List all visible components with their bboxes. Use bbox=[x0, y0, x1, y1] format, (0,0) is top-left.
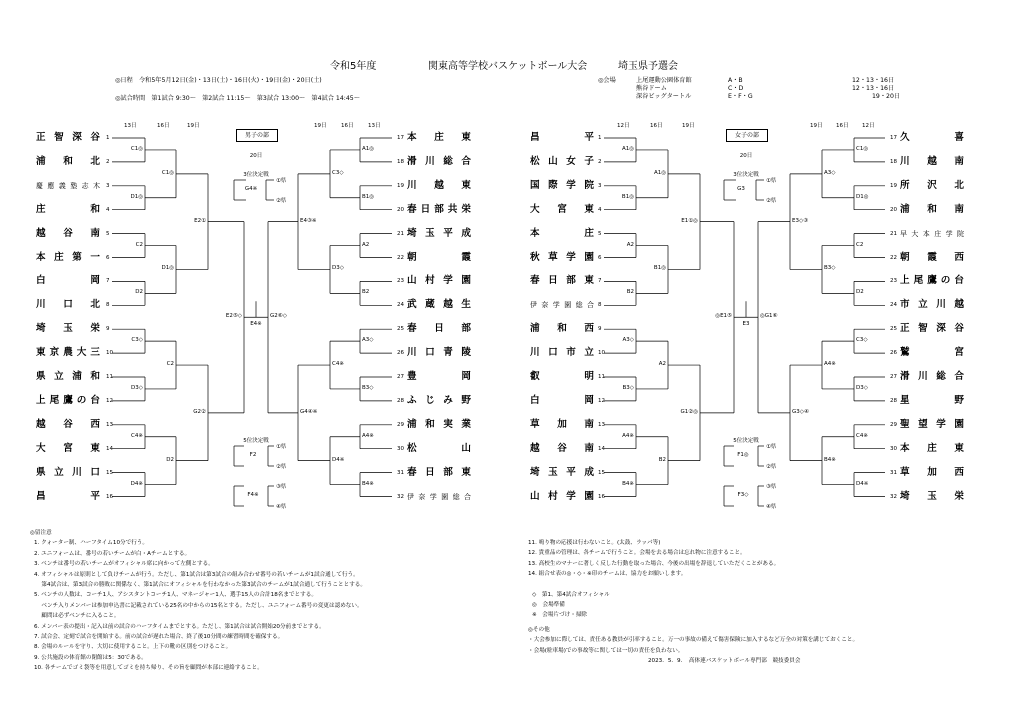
match-label: B4※ bbox=[824, 456, 836, 463]
team-name-right: 市立川越 bbox=[900, 299, 964, 311]
seed-number: 24 bbox=[397, 302, 404, 309]
seed-number: 15 bbox=[598, 469, 605, 476]
match-label: C1◎ bbox=[161, 169, 174, 176]
day-header: 16日 bbox=[157, 123, 170, 129]
match-label: A4※ bbox=[362, 432, 374, 439]
venue-name: 熊谷ドーム bbox=[636, 85, 667, 92]
match-label: G3◇④ bbox=[792, 408, 809, 415]
match-label: B2 bbox=[658, 456, 666, 463]
day-header: 13日 bbox=[368, 123, 381, 129]
seed-number: 32 bbox=[890, 493, 897, 500]
place-label: ④県 bbox=[276, 504, 287, 510]
place-label: ①県 bbox=[766, 178, 777, 184]
team-name-right: 滑川総合 bbox=[407, 155, 471, 167]
seed-number: 12 bbox=[106, 397, 113, 404]
team-name-left: 秋草学園 bbox=[530, 251, 594, 263]
match-label: B2 bbox=[362, 289, 370, 296]
seed-number: 1 bbox=[598, 135, 602, 141]
seed-number: 17 bbox=[397, 135, 404, 141]
seed-number: 13 bbox=[106, 421, 113, 428]
seed-number: 24 bbox=[890, 302, 897, 309]
team-name-right: 川越南 bbox=[900, 155, 964, 167]
team-name-left: 伊奈学園総合 bbox=[530, 301, 594, 310]
seed-number: 7 bbox=[598, 278, 602, 285]
venue-days: 12・13・16日 bbox=[852, 77, 895, 84]
team-name-right: 伊奈学園総合 bbox=[407, 492, 471, 501]
semi-label: G2⑥◇ bbox=[270, 313, 287, 320]
match-label: B4※ bbox=[622, 480, 634, 487]
seed-number: 27 bbox=[890, 374, 897, 380]
seed-number: 29 bbox=[397, 421, 404, 428]
seed-number: 16 bbox=[106, 493, 113, 500]
match-label: C2 bbox=[135, 241, 143, 248]
semi-label: ◎E1⑤ bbox=[715, 313, 732, 320]
team-name-left: 川口北 bbox=[36, 299, 100, 311]
match-label: A1◎ bbox=[362, 145, 375, 152]
seed-number: 18 bbox=[890, 158, 897, 165]
match-label: B3◇ bbox=[824, 265, 836, 272]
note-item: 5. ベンチの人数は、コーチ1人、アシスタントコーチ1人、マネージャー1人、選手15人の合計18名までとする。 bbox=[34, 592, 317, 599]
match-label: D2 bbox=[166, 456, 174, 463]
match-label: A3◇ bbox=[362, 337, 374, 344]
notes-left bbox=[30, 528, 366, 674]
place-label: ②県 bbox=[766, 198, 777, 204]
venue-name: 上尾運動公園体育館 bbox=[636, 77, 692, 84]
seed-number: 10 bbox=[106, 350, 113, 357]
seed-number: 32 bbox=[397, 493, 404, 500]
match-label: C4※ bbox=[856, 432, 868, 439]
seed-number: 19 bbox=[890, 182, 897, 189]
year-title: 令和5年度 bbox=[330, 61, 377, 72]
venue-courts: C・D bbox=[728, 85, 744, 92]
note-item: 4. オフィシャルは原則として負けチームが行う。ただし、第1試合は第3試合の組み合わせ番号の若いチームが1試合通して行う。 bbox=[34, 571, 359, 578]
seed-number: 3 bbox=[598, 182, 602, 189]
other-title: ◎その他 bbox=[528, 626, 550, 633]
team-name-right: 武蔵越生 bbox=[407, 299, 471, 311]
team-name-right: 早大本庄学院 bbox=[900, 229, 964, 238]
seed-number: 23 bbox=[890, 278, 897, 285]
team-name-left: 山村学園 bbox=[530, 490, 594, 502]
team-name-right: 松山 bbox=[407, 442, 471, 454]
seed-number: 28 bbox=[397, 397, 404, 404]
seed-number: 15 bbox=[106, 469, 113, 476]
venue-label: ◎会場 bbox=[598, 77, 616, 84]
seed-number: 30 bbox=[890, 445, 897, 452]
final-day: 20日 bbox=[249, 153, 263, 159]
seed-number: 17 bbox=[890, 135, 897, 141]
team-name-right: 上尾鷹の台 bbox=[900, 275, 964, 287]
seed-number: 2 bbox=[106, 158, 110, 165]
team-name-left: 本庄 bbox=[530, 227, 594, 239]
note-item: ベンチ入りメンバーは参加申込書に記載されている25名の中からの15名とする。ただし、ユニフォーム番号の変更は認めない。 bbox=[34, 602, 363, 609]
note-item: 2. ユニフォームは、番号の若いチームが白・Aチームとする。 bbox=[34, 550, 191, 557]
other-note-item: ・会場(駐車場)での事故等に関しては一切の責任を負わない。 bbox=[528, 647, 684, 654]
team-name-left: 浦和西 bbox=[530, 323, 594, 335]
place-label: ①県 bbox=[276, 444, 287, 450]
seed-number: 31 bbox=[890, 469, 897, 476]
team-name-left: 春日部東 bbox=[530, 275, 594, 287]
team-name-right: 本庄東 bbox=[900, 442, 964, 454]
place-label: ②県 bbox=[276, 464, 287, 470]
team-name-right: 滑川総合 bbox=[900, 371, 964, 382]
match-label: D4※ bbox=[130, 480, 143, 487]
match-label: G1②◎ bbox=[680, 408, 698, 415]
match-label: A1◎ bbox=[621, 145, 634, 152]
team-name-left: 昌平 bbox=[36, 490, 100, 502]
seed-number: 6 bbox=[106, 254, 110, 261]
seed-number: 26 bbox=[890, 350, 897, 357]
team-name-right: 埼玉栄 bbox=[900, 490, 964, 502]
seed-number: 30 bbox=[397, 445, 404, 452]
match-label: A2 bbox=[658, 361, 666, 368]
seed-number: 21 bbox=[890, 230, 897, 237]
match-label: D3◇ bbox=[856, 384, 868, 391]
match-label: G2② bbox=[193, 408, 206, 415]
team-name-left: 越谷南 bbox=[530, 442, 594, 454]
seed-number: 13 bbox=[598, 421, 605, 428]
team-name-left: 県立川口 bbox=[36, 466, 100, 478]
day-header: 19日 bbox=[314, 123, 327, 129]
match-label: D1◎ bbox=[130, 193, 143, 200]
team-name-right: 正智深谷 bbox=[900, 323, 964, 335]
semi-label: ◎G1⑥ bbox=[760, 313, 778, 320]
seed-number: 14 bbox=[598, 445, 605, 452]
match-label: B3◇ bbox=[622, 384, 634, 391]
footer-credit: 2023．5．9． 高体連バスケットボール専門部 競技委員会 bbox=[648, 658, 801, 664]
final-day: 20日 bbox=[739, 153, 753, 159]
match-label: E2① bbox=[194, 217, 206, 224]
team-name-left: 昌平 bbox=[530, 132, 594, 143]
team-name-right: 所沢北 bbox=[900, 179, 964, 191]
note-item: 3. ベンチは番号の若いチームがオフィシャル席に向かって左側とする。 bbox=[34, 561, 214, 568]
tournament-title: 関東高等学校バスケットボール大会 bbox=[428, 61, 588, 72]
day-header: 12日 bbox=[862, 123, 875, 129]
match-label: E1①◎ bbox=[681, 217, 698, 224]
team-name-left: 川口市立 bbox=[530, 347, 594, 359]
team-name-right: 埼玉平成 bbox=[407, 227, 471, 239]
match-label: B1◎ bbox=[362, 193, 375, 200]
match-label: C1◎ bbox=[856, 145, 869, 152]
team-name-right: 朝霞 bbox=[407, 251, 471, 263]
team-name-right: 星野 bbox=[900, 394, 964, 406]
match-label: D1◎ bbox=[161, 265, 174, 272]
seed-number: 1 bbox=[106, 135, 110, 141]
match-label: C2 bbox=[166, 361, 174, 368]
seed-number: 11 bbox=[598, 374, 605, 380]
team-name-left: 大宮東 bbox=[36, 442, 100, 454]
note-item: 1. クォーター制、ハーフタイム10分で行う。 bbox=[34, 540, 148, 547]
match-label: A4※ bbox=[622, 432, 634, 439]
day-header: 19日 bbox=[682, 123, 695, 129]
match-label: A3◇ bbox=[824, 169, 836, 176]
team-name-left: 浦和北 bbox=[36, 155, 100, 167]
note-item: 顧問は必ずベンチに入ること。 bbox=[34, 613, 120, 620]
venue-days: 19・20日 bbox=[872, 93, 901, 100]
qualifier-title: 埼玉県予選会 bbox=[618, 61, 678, 72]
final-label: E3 bbox=[742, 321, 750, 328]
other-note-item: ・大会参加に際しては、責任ある教員が引率すること。万一の事故の備えて傷害保険に加入するなど万全の対策を講じておくこと。 bbox=[528, 637, 859, 644]
match-label: C3◇ bbox=[131, 337, 143, 344]
team-name-right: 川口青陵 bbox=[407, 347, 471, 359]
team-name-right: 山村学園 bbox=[407, 275, 471, 287]
third-place-label: 3位決定戦 bbox=[733, 172, 759, 178]
seed-number: 21 bbox=[397, 230, 404, 237]
team-name-left: 草加南 bbox=[530, 418, 594, 430]
seed-number: 25 bbox=[890, 326, 897, 333]
seed-number: 8 bbox=[598, 302, 602, 309]
team-name-left: 東京農大三 bbox=[36, 347, 100, 359]
place58-match: F3◇ bbox=[737, 492, 749, 498]
match-label: D3◇ bbox=[332, 265, 344, 272]
match-label: C4※ bbox=[332, 361, 344, 368]
seed-number: 25 bbox=[397, 326, 404, 333]
team-name-right: 浦和実業 bbox=[407, 418, 471, 430]
place-label: ③県 bbox=[276, 484, 287, 490]
team-name-left: 埼玉平成 bbox=[530, 466, 594, 478]
match-label: C3◇ bbox=[856, 337, 868, 344]
day-header: 13日 bbox=[124, 123, 137, 129]
seed-number: 22 bbox=[397, 254, 404, 261]
third-place-match: G4※ bbox=[244, 186, 258, 192]
seed-number: 27 bbox=[397, 374, 404, 380]
seed-number: 23 bbox=[397, 278, 404, 285]
match-label: A2 bbox=[626, 241, 634, 248]
seed-number: 10 bbox=[598, 350, 605, 357]
team-name-right: 朝霞西 bbox=[900, 251, 964, 263]
match-label: C3◇ bbox=[332, 169, 344, 176]
seed-number: 5 bbox=[598, 230, 602, 237]
team-name-left: 越谷西 bbox=[36, 418, 100, 430]
team-name-right: 草加西 bbox=[900, 466, 964, 478]
team-name-left: 越谷南 bbox=[36, 227, 100, 239]
team-name-right: 春日部共栄 bbox=[407, 203, 471, 215]
match-label: C4※ bbox=[131, 432, 143, 439]
note-item: 8. 会場のルールを守り、大切に使用すること。上下の靴の区別をつけること。 bbox=[34, 644, 232, 651]
day-header: 16日 bbox=[650, 123, 663, 129]
venue-days: 12・13・16日 bbox=[852, 85, 895, 92]
team-name-right: 本庄東 bbox=[407, 132, 471, 143]
note-item: 6. メンバー表の提出・記入は前の試合のハーフタイムまでとする。ただし、第1試合は試合開始20分前までとする。 bbox=[34, 623, 325, 630]
match-label: A3◇ bbox=[622, 337, 634, 344]
seed-number: 7 bbox=[106, 278, 110, 285]
seed-number: 9 bbox=[106, 326, 110, 333]
team-name-right: 聖望学園 bbox=[900, 418, 964, 430]
place58-title: 5位決定戦 bbox=[733, 438, 759, 444]
match-label: A1◎ bbox=[653, 169, 666, 176]
notes-right bbox=[528, 538, 858, 656]
team-name-left: 埼玉栄 bbox=[36, 323, 100, 335]
match-label: D3◇ bbox=[131, 384, 143, 391]
place58-match: F4※ bbox=[247, 492, 259, 498]
venue-courts: E・F・G bbox=[728, 93, 753, 100]
note-item: 13. 高校生のマナーに著しく反した行動を取った場合、今後の出場を辞退していただくことがある。 bbox=[528, 560, 780, 567]
seed-number: 11 bbox=[106, 374, 113, 380]
place-label: ②県 bbox=[276, 198, 287, 204]
team-name-left: 県立浦和 bbox=[36, 371, 100, 382]
seed-number: 4 bbox=[106, 206, 110, 213]
day-header: 16日 bbox=[341, 123, 354, 129]
day-header: 12日 bbox=[617, 123, 630, 129]
legend-item: ◇ 第1、第4試合オフィシャル bbox=[532, 591, 610, 598]
team-name-right: 春日部 bbox=[407, 323, 471, 335]
seed-number: 8 bbox=[106, 302, 110, 309]
team-name-left: 慶應義塾志木 bbox=[36, 181, 100, 190]
team-name-right: ふじみ野 bbox=[407, 394, 471, 406]
team-name-right: 鷲宮 bbox=[900, 347, 964, 359]
note-item: 14. 組合せ表の◎・◇・※印のチームは、協力をお願いします。 bbox=[528, 571, 687, 578]
match-label: D4※ bbox=[856, 480, 869, 487]
seed-number: 20 bbox=[397, 206, 404, 213]
match-label: E3◇③ bbox=[792, 217, 809, 224]
place-label: ①県 bbox=[766, 444, 777, 450]
seed-number: 6 bbox=[598, 254, 602, 261]
seed-number: 29 bbox=[890, 421, 897, 428]
seed-number: 9 bbox=[598, 326, 602, 333]
match-label: D4※ bbox=[332, 456, 345, 463]
seed-number: 5 bbox=[106, 230, 110, 237]
place58-match: F2 bbox=[249, 452, 257, 458]
seed-number: 26 bbox=[397, 350, 404, 357]
day-header: 19日 bbox=[187, 123, 200, 129]
day-header: 16日 bbox=[836, 123, 849, 129]
team-name-left: 大宮東 bbox=[530, 203, 594, 215]
seed-number: 14 bbox=[106, 445, 113, 452]
team-name-left: 正智深谷 bbox=[36, 132, 100, 143]
seed-number: 19 bbox=[397, 182, 404, 189]
match-label: C2 bbox=[856, 241, 864, 248]
venue-courts: A・B bbox=[728, 77, 743, 84]
team-name-right: 春日部東 bbox=[407, 466, 471, 478]
third-place-match: G3 bbox=[737, 186, 745, 192]
team-name-right: 浦和南 bbox=[900, 203, 964, 215]
note-item: 9. 公共施設の体育館の閉館は5：30である。 bbox=[34, 654, 147, 661]
team-name-right: 川越東 bbox=[407, 179, 471, 191]
team-name-left: 上尾鷹の台 bbox=[36, 394, 100, 406]
place-label: ②県 bbox=[766, 464, 777, 470]
schedule-times: ◎試合時間 第1試合 9:30〜 第2試合 11:15〜 第3試合 13:00〜 第4試合 14:45〜 bbox=[115, 95, 360, 102]
seed-number: 22 bbox=[890, 254, 897, 261]
seed-number: 31 bbox=[397, 469, 404, 476]
note-item: 第4試合は、第3試合の勝敗に関係なく、第1試合にオフィシャルを行わなかった第3試合のチームが1試合通して行うこととする。 bbox=[34, 582, 366, 589]
match-label: D2 bbox=[135, 289, 143, 296]
team-name-left: 白岡 bbox=[36, 275, 100, 287]
seed-number: 4 bbox=[598, 206, 602, 213]
place58-title: 5位決定戦 bbox=[243, 438, 269, 444]
final-label: E4※ bbox=[250, 321, 262, 328]
match-label: E4③※ bbox=[300, 217, 317, 224]
team-name-right: 久喜 bbox=[900, 132, 964, 143]
team-name-left: 庄和 bbox=[36, 203, 100, 215]
match-label: G4④※ bbox=[300, 408, 318, 415]
note-item: 12. 貴重品の管理は、各チームで行うこと。会場を去る場合は忘れ物に注意すること。 bbox=[528, 550, 746, 557]
match-label: B4※ bbox=[362, 480, 374, 487]
team-name-left: 本庄第一 bbox=[36, 251, 100, 263]
match-label: B3◇ bbox=[362, 384, 374, 391]
match-label: A4※ bbox=[824, 361, 836, 368]
seed-number: 16 bbox=[598, 493, 605, 500]
team-name-right: 豊岡 bbox=[407, 371, 471, 382]
place-label: ①県 bbox=[276, 178, 287, 184]
team-name-left: 叡明 bbox=[530, 371, 594, 382]
venue-name: 深谷ビッグタートル bbox=[636, 93, 692, 100]
place-label: ④県 bbox=[766, 504, 777, 510]
seed-number: 3 bbox=[106, 182, 110, 189]
division-title: 女子の部 bbox=[726, 129, 768, 142]
match-label: D2 bbox=[856, 289, 864, 296]
team-name-left: 白岡 bbox=[530, 394, 594, 406]
match-label: B1◎ bbox=[653, 265, 666, 272]
match-label: A2 bbox=[362, 241, 370, 248]
match-label: C1◎ bbox=[130, 145, 143, 152]
place-label: ③県 bbox=[766, 484, 777, 490]
semi-label: E2⑤◇ bbox=[225, 313, 242, 320]
division-title: 男子の部 bbox=[236, 129, 278, 142]
seed-number: 2 bbox=[598, 158, 602, 165]
day-header: 19日 bbox=[810, 123, 823, 129]
seed-number: 12 bbox=[598, 397, 605, 404]
third-place-label: 3位決定戦 bbox=[243, 172, 269, 178]
schedule-dates: ◎日程 令和5年5月12日(金)・13日(土)・16日(火)・19日(金)・20日(土) bbox=[115, 77, 322, 84]
legend-item: ※ 会場片づけ・掃除 bbox=[532, 612, 588, 619]
notes-title: ◎留注意 bbox=[30, 530, 52, 536]
place58-match: F1◎ bbox=[737, 452, 749, 458]
team-name-left: 国際学院 bbox=[530, 179, 594, 191]
match-label: B1◎ bbox=[621, 193, 634, 200]
team-name-left: 松山女子 bbox=[530, 155, 594, 167]
seed-number: 28 bbox=[890, 397, 897, 404]
note-item: 10. 各チームでゴミ袋等を用意してゴミを持ち帰り、その旨を顧問が本部に連絡すること。 bbox=[34, 665, 263, 672]
match-label: D1◎ bbox=[856, 193, 869, 200]
match-label: B2 bbox=[626, 289, 634, 296]
note-item: 7. 試合会、定刻で試合を開始する。前の試合が遅れた場合、終了後10分間の練習時間を確保する。 bbox=[34, 634, 284, 641]
seed-number: 20 bbox=[890, 206, 897, 213]
seed-number: 18 bbox=[397, 158, 404, 165]
note-item: 11. 鳴り物の応援は行わないこと。(太鼓、ラッパ等) bbox=[528, 540, 661, 546]
legend-item: ◎ 会場準備 bbox=[532, 602, 565, 609]
